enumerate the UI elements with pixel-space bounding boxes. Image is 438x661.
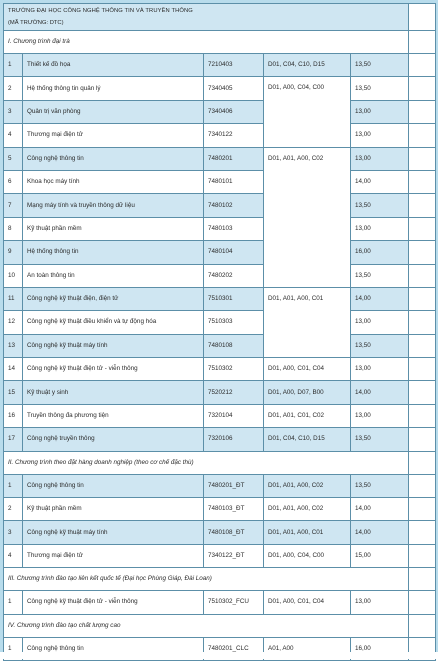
table-row: 1 Công nghệ thông tin 7480201_CLC A01, A00 16,00 xyxy=(4,637,436,660)
section-row xyxy=(4,614,436,637)
table-row: 10 An toàn thông tin 7480202 13,50 xyxy=(4,264,436,287)
blank-cell xyxy=(409,4,436,31)
table-row: 4 Thương mại điện tử 7340122_ĐT D01, A00, C04, C00 15,00 xyxy=(4,544,436,567)
section-row xyxy=(4,568,436,591)
table-row: 16 Truyền thông đa phương tiện 7320104 D01, A01, C01, C02 13,00 xyxy=(4,404,436,427)
table-row: 13 Công nghệ kỹ thuật máy tính 7480108 13,50 xyxy=(4,334,436,357)
table-row: 3 Công nghệ kỹ thuật máy tính 7480108_ĐT D01, A01, A00, C01 14,00 xyxy=(4,521,436,544)
table-row: 15 Kỹ thuật y sinh 7520212 D01, A00, D07, B00 14,00 xyxy=(4,381,436,404)
admission-table xyxy=(3,3,436,661)
section-title: IV. Chương trình đào tạo chất lượng cao xyxy=(4,614,409,637)
table-row: 9 Hệ thống thông tin 7480104 16,00 xyxy=(4,241,436,264)
table-row: 17 Công nghệ truyền thông 7320106 D01, C04, C10, D15 13,50 xyxy=(4,428,436,451)
section-title: III. Chương trình đào tạo liên kết quốc tế (Đại học Phùng Giáp, Đài Loan) xyxy=(4,568,409,591)
header-cell xyxy=(4,4,409,31)
section-title: I. Chương trình đại trà xyxy=(4,31,409,54)
table-row: 1 Thiết kế đồ họa 7210403 D01, C04, C10, D15 13,50 xyxy=(4,54,436,77)
table-row: 11 Công nghệ kỹ thuật điện, điện tử 7510301 D01, A01, A00, C01 14,00 xyxy=(4,287,436,310)
table-row: 4 Thương mại điện tử 7340122 13,00 xyxy=(4,124,436,147)
table-row: 6 Khoa học máy tính 7480101 14,00 xyxy=(4,170,436,193)
section-row xyxy=(4,451,436,474)
table-row: 2 Kỹ thuật phần mềm 7480103_ĐT D01, A01, A00, C02 14,00 xyxy=(4,498,436,521)
section-row xyxy=(4,31,436,54)
school-code: (MÃ TRƯỜNG: DTC) xyxy=(8,20,64,26)
table-row: 3 Quản trị văn phòng 7340406 13,00 xyxy=(4,100,436,123)
table-row: 12 Công nghệ kỹ thuật điều khiển và tự động hóa 7510303 13,00 xyxy=(4,311,436,334)
table-row: 8 Kỹ thuật phần mềm 7480103 13,00 xyxy=(4,217,436,240)
school-title: TRƯỜNG ĐẠI HỌC CÔNG NGHỆ THÔNG TIN VÀ TRUYỀN THÔNG xyxy=(8,8,193,14)
table-row: 5 Công nghệ thông tin 7480201 D01, A01, A00, C02 13,00 xyxy=(4,147,436,170)
table-row: 14 Công nghệ kỹ thuật điện tử - viễn thông 7510302 D01, A00, C01, C04 13,00 xyxy=(4,358,436,381)
table-header xyxy=(4,4,436,31)
table-row: 1 Công nghệ thông tin 7480201_ĐT D01, A01, A00, C02 13,50 xyxy=(4,474,436,497)
table-row: 1 Công nghệ kỹ thuật điện tử - viễn thông 7510302_FCU D01, A00, C01, C04 13,00 xyxy=(4,591,436,614)
page-bottom-strip xyxy=(0,652,438,659)
table-row: 7 Mạng máy tính và truyền thông dữ liệu 7480102 13,50 xyxy=(4,194,436,217)
section-title: II. Chương trình theo đặt hàng doanh nghiệp (theo cơ chế đặc thù) xyxy=(4,451,409,474)
table-row: 2 Hệ thống thông tin quản lý 7340405 D01, A00, C04, C00 13,50 xyxy=(4,77,436,100)
